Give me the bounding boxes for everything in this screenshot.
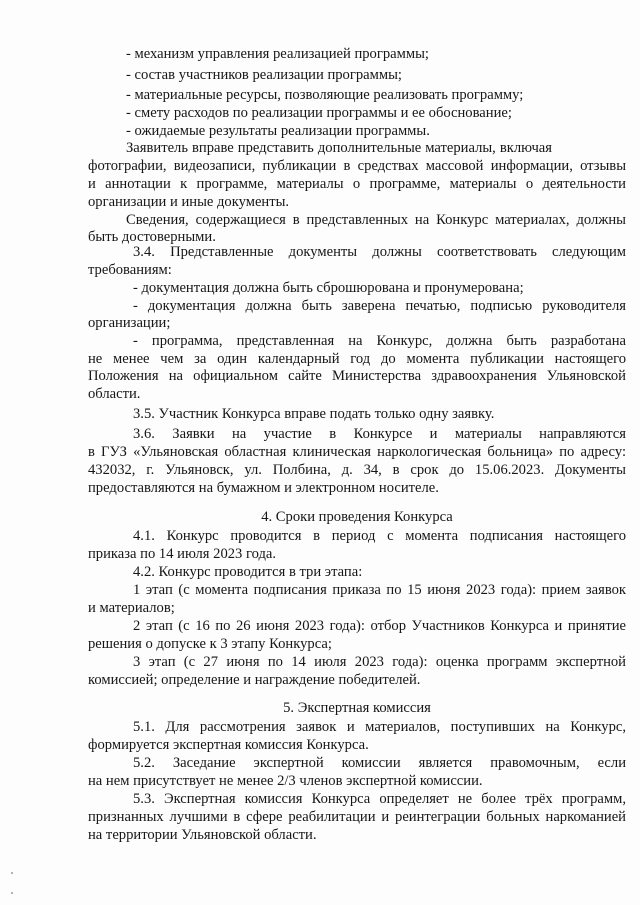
list-item: - документация должна быть сброшюрована и пронумерована; (133, 280, 524, 296)
list-item: - механизм управления реализацией программы; (126, 46, 429, 62)
list-item: - документация должна быть заверена печатью, подписью руководителя (133, 298, 626, 314)
scan-speck (11, 892, 13, 894)
paragraph-line: и материалов; (88, 600, 175, 616)
clause-3-4: 3.4. Представленные документы должны соответствовать следующим (133, 244, 626, 260)
paragraph-line: области. (88, 386, 141, 402)
stage-2: 2 этап (с 16 по 26 июня 2023 года): отбор Участников Конкурса и принятие (133, 618, 626, 634)
clause-4-1: 4.1. Конкурс проводится в период с момента подписания настоящего (133, 528, 626, 544)
paragraph-line: 432032, г. Ульяновск, ул. Полбина, д. 34, в срок до 15.06.2023. Документы (88, 462, 626, 478)
list-item: - ожидаемые результаты реализации программы. (126, 123, 430, 139)
clause-5-1: 5.1. Для рассмотрения заявок и материалов, поступивших на Конкурс, (133, 719, 626, 735)
paragraph-line: Положения на официальном сайте Министерства здравоохранения Ульяновской (88, 368, 626, 384)
stage-3: 3 этап (с 27 июня по 14 июля 2023 года): оценка программ экспертной (133, 654, 626, 670)
paragraph-line: в ГУЗ «Ульяновская областная клиническая наркологическая больница» по адресу: (88, 444, 626, 460)
paragraph-line: организации и иные документы. (88, 194, 290, 210)
paragraph-line: фотографии, видеозаписи, публикации в средствах массовой информации, отзывы (88, 158, 626, 174)
section-heading-4: 4. Сроки проведения Конкурса (261, 509, 453, 525)
paragraph-line: быть достоверными. (88, 229, 216, 245)
clause-3-5: 3.5. Участник Конкурса вправе подать только одну заявку. (133, 406, 495, 422)
paragraph-line: Заявитель вправе представить дополнительные материалы, включая (126, 140, 552, 156)
clause-4-2: 4.2. Конкурс проводится в три этапа: (133, 564, 363, 580)
list-item: - смету расходов по реализации программы и ее обоснование; (126, 105, 512, 121)
paragraph-line: на территории Ульяновской области. (88, 827, 317, 843)
paragraph-line: предоставляются на бумажном и электронном носителе. (88, 480, 439, 496)
paragraph-line: признанных лучшими в сфере реабилитации и реинтеграции больных наркоманией (88, 809, 626, 825)
paragraph-line: и аннотации к программе, материалы о программе, материалы о деятельности (88, 176, 626, 192)
scan-speck (11, 872, 13, 874)
list-item: - состав участников реализации программы; (126, 67, 402, 83)
clause-3-6: 3.6. Заявки на участие в Конкурсе и материалы направляются (133, 426, 626, 442)
section-heading-5: 5. Экспертная комиссия (283, 700, 431, 716)
list-item: - программа, представленная на Конкурс, должна быть разработана (133, 333, 626, 349)
paragraph-line: комиссией; определение и награждение победителей. (88, 672, 421, 688)
clause-5-3: 5.3. Экспертная комиссия Конкурса определяет не более трёх программ, (133, 791, 626, 807)
paragraph-line: организации; (88, 315, 171, 331)
paragraph-line: приказа по 14 июля 2023 года. (88, 546, 277, 562)
clause-5-2: 5.2. Заседание экспертной комиссии является правомочным, если (133, 755, 626, 771)
paragraph-line: Сведения, содержащиеся в представленных на Конкурс материалах, должны (126, 212, 626, 228)
stage-1: 1 этап (с момента подписания приказа по 15 июня 2023 года): прием заявок (133, 582, 626, 598)
list-item: - материальные ресурсы, позволяющие реализовать программу; (126, 87, 524, 103)
paragraph-line: на нем присутствует не менее 2/3 членов экспертной комиссии. (88, 773, 483, 789)
paragraph-line: требованиям: (88, 262, 172, 278)
paragraph-line: не менее чем за один календарный год до момента публикации настоящего (88, 351, 626, 367)
paragraph-line: формируется экспертная комиссия Конкурса. (88, 737, 369, 753)
paragraph-line: решения о допуске к 3 этапу Конкурса; (88, 636, 332, 652)
